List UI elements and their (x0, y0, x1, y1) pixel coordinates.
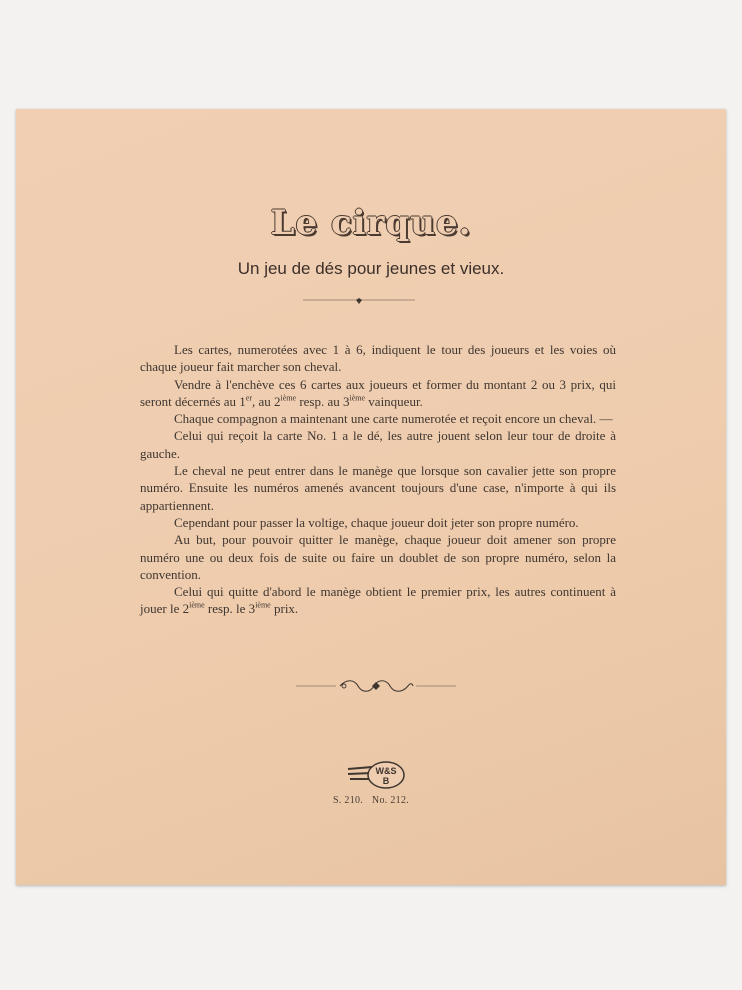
paragraph-text: Le cheval ne peut entrer dans le manège que lorsque son cavalier jette son propre numéro. Ensuite les numéros amenés avancent toujours d'une case, n'importe à qui ils appartiennent. (140, 463, 616, 513)
divider-ornament-top (303, 295, 415, 307)
rules-paragraph (140, 427, 616, 462)
paragraph-text: , au 2 (251, 393, 281, 409)
paragraph-text: Celui qui reçoit la carte No. 1 a le dé, les autre jouent selon leur tour de droite à gauche. (140, 428, 616, 461)
ws-b-publisher-mark-icon (346, 759, 408, 791)
ordinal-superscript: ième (280, 393, 297, 403)
rules-paragraph (140, 341, 616, 376)
document-sheet (16, 109, 726, 885)
ordinal-superscript: ième (255, 601, 271, 611)
rules-text (140, 341, 616, 618)
ordinal-superscript: er (245, 393, 252, 403)
document-title: Le cirque. (270, 203, 472, 243)
paragraph-text: Celui qui quitte d'abord le manège obtient le premier prix, les autres continuent à jouer le 2 (140, 584, 616, 617)
rules-paragraph (140, 583, 616, 618)
catalog-number (16, 795, 726, 806)
rules-paragraph (140, 514, 616, 531)
rules-paragraph (140, 531, 616, 583)
paragraph-text: Les cartes, numerotées avec 1 à 6, indiquent le tour des joueurs et les voies où chaque joueur fait marcher son cheval. (140, 342, 616, 375)
ordinal-superscript: ième (349, 393, 366, 403)
paragraph-text: prix. (270, 601, 299, 617)
rules-paragraph (140, 376, 616, 411)
logo-text-line2: B (382, 776, 390, 786)
paragraph-text: resp. le 3 (204, 601, 256, 617)
logo-text-line1: W&S (375, 766, 397, 776)
rules-paragraph (140, 410, 616, 427)
paragraph-text: Au but, pour pouvoir quitter le manège, chaque joueur doit amener son propre numéro une ou deux fois de suite ou faire un doublet de son propre numéro, selon la convention. (140, 532, 616, 582)
catalog-no: No. 212. (371, 795, 410, 806)
document-subtitle: Un jeu de dés pour jeunes et vieux. (237, 259, 505, 278)
ornament-flourish (296, 677, 456, 695)
catalog-series: S. 210. (332, 795, 364, 806)
paragraph-text: vainqueur. (365, 393, 423, 409)
ordinal-superscript: ième (189, 601, 205, 611)
paragraph-text: Cependant pour passer la voltige, chaque joueur doit jeter son propre numéro. (174, 514, 579, 530)
paragraph-text: resp. au 3 (296, 393, 350, 409)
paragraph-text: Vendre à l'enchève ces 6 cartes aux joueurs et former du montant 2 ou 3 prix, qui seront décernés au 1 (140, 376, 616, 409)
paragraph-text: Chaque compagnon a maintenant une carte numerotée et reçoit encore un cheval. — (174, 411, 613, 427)
rules-paragraph (140, 462, 616, 514)
